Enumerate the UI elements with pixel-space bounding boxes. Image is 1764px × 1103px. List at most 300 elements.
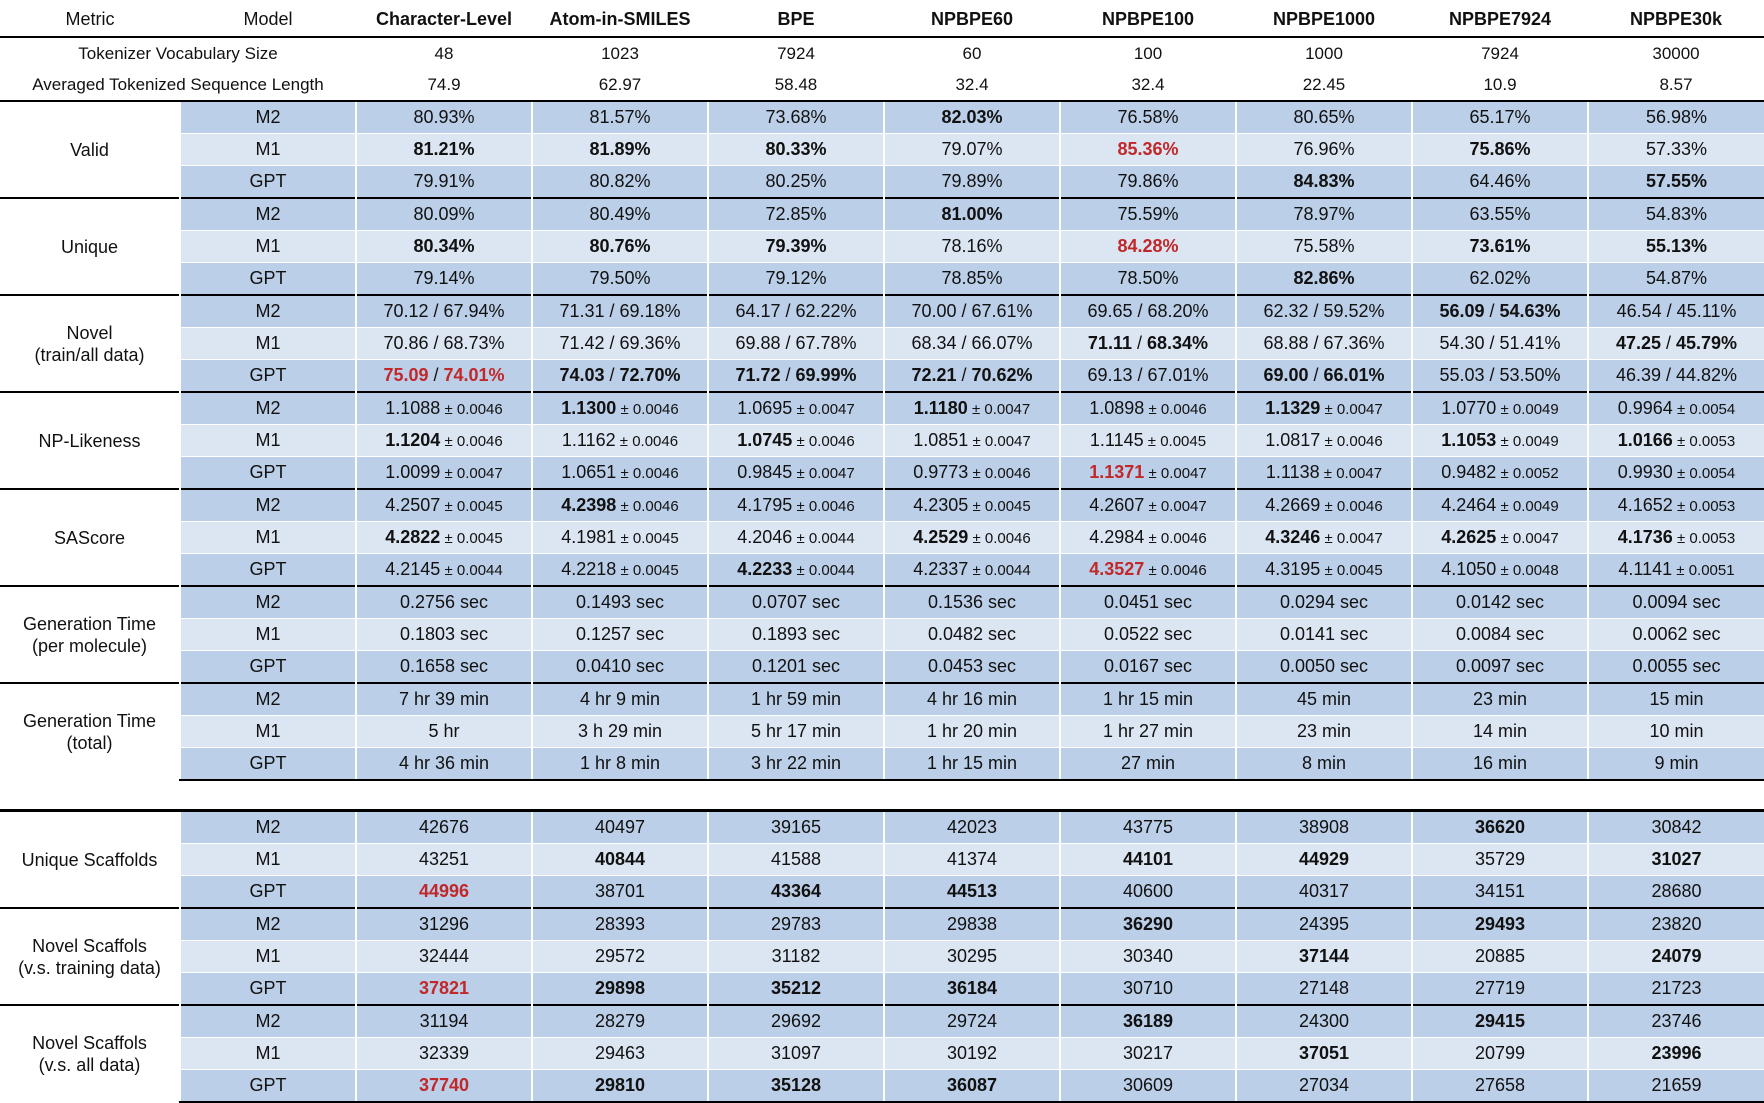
cell-value: 4.3195 bbox=[1265, 559, 1321, 579]
cell-value: 79.89% bbox=[941, 171, 1003, 191]
info-row bbox=[0, 37, 1764, 69]
table-cell bbox=[1236, 973, 1412, 1006]
cell-value: 31296 bbox=[418, 914, 470, 934]
cell-value: 38701 bbox=[594, 881, 646, 901]
cell-value: 79.86% bbox=[1117, 171, 1179, 191]
cell-value: 63.55% bbox=[1469, 204, 1531, 224]
table-cell bbox=[884, 360, 1060, 393]
cell-value-train: 69.00 bbox=[1263, 365, 1309, 385]
cell-value: 80.25% bbox=[765, 171, 827, 191]
table-cell bbox=[532, 908, 708, 941]
cell-value: 57.33% bbox=[1645, 139, 1708, 159]
cell-error: ± 0.0045 bbox=[616, 530, 679, 547]
cell-value: 0.1803 sec bbox=[399, 624, 489, 644]
cell-value: 29463 bbox=[594, 1043, 646, 1063]
model-label: M2 bbox=[180, 295, 356, 328]
cell-value: 0.0142 sec bbox=[1455, 592, 1545, 612]
model-label: GPT bbox=[180, 651, 356, 684]
table-cell bbox=[532, 1005, 708, 1038]
table-cell bbox=[532, 683, 708, 716]
table-cell bbox=[884, 392, 1060, 425]
cell-separator: / bbox=[428, 333, 444, 353]
cell-value: 1 hr 27 min bbox=[1102, 721, 1194, 741]
table-cell bbox=[708, 619, 884, 651]
table-row bbox=[0, 231, 1764, 263]
table-cell bbox=[1060, 651, 1236, 684]
table-cell bbox=[532, 844, 708, 876]
cell-value: 4 hr 9 min bbox=[579, 689, 661, 709]
cell-value-all: 69.36% bbox=[619, 333, 681, 353]
table-cell bbox=[356, 876, 532, 909]
metric-label-line: Valid bbox=[70, 139, 109, 160]
cell-error: ± 0.0051 bbox=[1672, 562, 1735, 579]
metric-label bbox=[0, 392, 180, 489]
cell-value-all: 51.41% bbox=[1499, 333, 1561, 353]
table-row bbox=[0, 586, 1764, 619]
cell-value: 4.1141 bbox=[1618, 559, 1673, 579]
table-cell bbox=[1588, 101, 1764, 134]
table-cell bbox=[356, 683, 532, 716]
table-cell bbox=[1060, 716, 1236, 748]
table-cell bbox=[1588, 811, 1764, 844]
cell-value: 5 hr bbox=[428, 721, 460, 741]
table-cell bbox=[1236, 876, 1412, 909]
table-cell bbox=[884, 619, 1060, 651]
cell-value: 54.83% bbox=[1645, 204, 1708, 224]
cell-value: 56.98% bbox=[1645, 107, 1708, 127]
cell-error: ± 0.0047 bbox=[1320, 530, 1383, 547]
cell-value: 1.1329 bbox=[1265, 398, 1321, 418]
cell-value: 1.0099 bbox=[385, 462, 441, 482]
cell-value: 75.59% bbox=[1117, 204, 1179, 224]
table-cell bbox=[1412, 328, 1588, 360]
table-cell bbox=[1060, 683, 1236, 716]
model-label: M2 bbox=[180, 392, 356, 425]
cell-error: ± 0.0045 bbox=[616, 562, 679, 579]
table-cell bbox=[1060, 941, 1236, 973]
table-cell bbox=[1588, 231, 1764, 263]
model-label: GPT bbox=[180, 876, 356, 909]
table-cell bbox=[1412, 1070, 1588, 1103]
table-cell bbox=[1060, 1070, 1236, 1103]
header-bpe: BPE bbox=[777, 8, 815, 29]
cell-error: ± 0.0046 bbox=[968, 530, 1031, 547]
table-row bbox=[0, 522, 1764, 554]
cell-value: 79.12% bbox=[765, 268, 827, 288]
cell-value: 1.0166 bbox=[1617, 430, 1673, 450]
table-cell bbox=[356, 263, 532, 296]
cell-value-train: 74.03 bbox=[559, 365, 605, 385]
info-cell: 1023 bbox=[532, 37, 708, 69]
table-cell bbox=[1060, 973, 1236, 1006]
cell-value: 80.34% bbox=[413, 236, 475, 256]
cell-value: 34151 bbox=[1474, 881, 1526, 901]
cell-value: 4.2669 bbox=[1265, 495, 1321, 515]
table-cell bbox=[1412, 908, 1588, 941]
cell-value: 29810 bbox=[594, 1075, 646, 1095]
cell-value: 1 hr 15 min bbox=[1102, 689, 1194, 709]
table-cell bbox=[1236, 1005, 1412, 1038]
cell-value: 0.0062 sec bbox=[1632, 624, 1721, 644]
cell-error: ± 0.0047 bbox=[440, 465, 503, 482]
metric-label bbox=[0, 198, 180, 295]
cell-value: 4.1652 bbox=[1617, 495, 1673, 515]
cell-value: 4.2145 bbox=[385, 559, 441, 579]
table-cell bbox=[708, 651, 884, 684]
cell-value: 36290 bbox=[1122, 914, 1174, 934]
cell-value: 0.0707 sec bbox=[751, 592, 841, 612]
cell-value-all: 67.61% bbox=[971, 301, 1033, 321]
table-cell bbox=[1236, 716, 1412, 748]
table-cell bbox=[1236, 134, 1412, 166]
cell-error: ± 0.0047 bbox=[792, 465, 855, 482]
info-cell: 32.4 bbox=[1131, 74, 1165, 94]
cell-value-train: 69.88 bbox=[735, 333, 781, 353]
cell-value-train: 70.00 bbox=[911, 301, 957, 321]
cell-value: 4.1736 bbox=[1617, 527, 1673, 547]
cell-value: 21659 bbox=[1651, 1075, 1702, 1095]
metric-label bbox=[0, 811, 180, 909]
cell-value-train: 68.34 bbox=[911, 333, 957, 353]
metric-label-line: (per molecule) bbox=[31, 635, 148, 656]
table-cell bbox=[1060, 748, 1236, 781]
metric-label-line: Novel bbox=[66, 322, 113, 343]
cell-value: 0.1658 sec bbox=[399, 656, 489, 676]
cell-value: 4.2464 bbox=[1441, 495, 1497, 515]
cell-value: 1.1300 bbox=[561, 398, 617, 418]
table-cell bbox=[1236, 198, 1412, 231]
table-cell bbox=[532, 328, 708, 360]
table-cell bbox=[356, 908, 532, 941]
table-cell bbox=[708, 263, 884, 296]
table-cell bbox=[1588, 360, 1764, 393]
table-cell bbox=[1236, 683, 1412, 716]
cell-value-all: 66.01% bbox=[1323, 365, 1385, 385]
table-cell bbox=[356, 425, 532, 457]
cell-error: ± 0.0046 bbox=[616, 465, 679, 482]
table-cell bbox=[708, 231, 884, 263]
header-npbpe100: NPBPE100 bbox=[1101, 8, 1195, 29]
table-cell bbox=[1588, 619, 1764, 651]
table-cell bbox=[884, 295, 1060, 328]
cell-value: 4.2507 bbox=[385, 495, 441, 515]
table-cell bbox=[1412, 941, 1588, 973]
cell-value: 24300 bbox=[1298, 1011, 1350, 1031]
cell-value: 30192 bbox=[946, 1043, 998, 1063]
info-cell: 100 bbox=[1060, 37, 1236, 69]
cell-value: 78.50% bbox=[1117, 268, 1179, 288]
table-cell bbox=[884, 748, 1060, 781]
metric-label-line: (v.s. all data) bbox=[38, 1055, 141, 1075]
table-cell bbox=[1060, 295, 1236, 328]
cell-value: 1.0695 bbox=[737, 398, 793, 418]
cell-value-all: 44.82% bbox=[1676, 365, 1738, 385]
table-row bbox=[0, 554, 1764, 587]
cell-value-train: 75.09 bbox=[383, 365, 429, 385]
table-cell bbox=[1236, 844, 1412, 876]
cell-value-all: 67.36% bbox=[1323, 333, 1385, 353]
model-label: M1 bbox=[180, 941, 356, 973]
cell-value: 57.55% bbox=[1645, 171, 1708, 191]
table-cell bbox=[532, 554, 708, 587]
table-cell bbox=[708, 522, 884, 554]
cell-value: 16 min bbox=[1472, 753, 1528, 773]
table-row bbox=[0, 328, 1764, 360]
table-cell bbox=[356, 522, 532, 554]
table-cell bbox=[1588, 973, 1764, 1006]
cell-value: 0.9964 bbox=[1617, 398, 1673, 418]
cell-value: 4.2305 bbox=[913, 495, 969, 515]
cell-separator: / bbox=[1132, 365, 1148, 385]
cell-error: ± 0.0047 bbox=[1144, 465, 1207, 482]
cell-value: 37821 bbox=[418, 978, 470, 998]
table-cell bbox=[532, 198, 708, 231]
cell-separator: / bbox=[956, 333, 972, 353]
model-label: M2 bbox=[180, 489, 356, 522]
table-cell bbox=[1060, 844, 1236, 876]
metric-label bbox=[0, 1005, 180, 1102]
cell-value: 30340 bbox=[1122, 946, 1174, 966]
cell-value: 31194 bbox=[419, 1011, 469, 1031]
table-row bbox=[0, 716, 1764, 748]
cell-value: 75.86% bbox=[1469, 139, 1531, 159]
model-label: GPT bbox=[180, 748, 356, 781]
table-row bbox=[0, 263, 1764, 296]
table-row bbox=[0, 876, 1764, 909]
cell-value: 15 min bbox=[1649, 689, 1704, 709]
table-cell bbox=[1060, 134, 1236, 166]
table-cell bbox=[532, 748, 708, 781]
cell-value: 1.1088 bbox=[385, 398, 441, 418]
table-row bbox=[0, 748, 1764, 781]
table-cell bbox=[532, 522, 708, 554]
cell-error: ± 0.0046 bbox=[792, 498, 855, 515]
table-cell bbox=[708, 392, 884, 425]
table-cell bbox=[1588, 876, 1764, 909]
table-cell bbox=[1412, 586, 1588, 619]
cell-value: 30609 bbox=[1122, 1075, 1174, 1095]
table-cell bbox=[1588, 198, 1764, 231]
cell-value: 79.91% bbox=[413, 171, 475, 191]
header-row bbox=[0, 2, 1764, 37]
table-cell bbox=[1060, 1005, 1236, 1038]
metric-label-line: (v.s. training data) bbox=[18, 957, 161, 978]
cell-value: 37144 bbox=[1298, 946, 1350, 966]
model-label: GPT bbox=[180, 166, 356, 199]
cell-value-train: 69.65 bbox=[1087, 301, 1133, 321]
table-cell bbox=[1588, 392, 1764, 425]
table-row bbox=[0, 489, 1764, 522]
table-cell bbox=[1412, 166, 1588, 199]
cell-value: 0.0410 sec bbox=[575, 656, 665, 676]
table-cell bbox=[884, 134, 1060, 166]
table-cell bbox=[1236, 328, 1412, 360]
cell-separator: / bbox=[780, 333, 796, 353]
header-npbpe7924: NPBPE7924 bbox=[1448, 8, 1552, 29]
metric-label-line: Unique Scaffolds bbox=[21, 849, 158, 870]
info-row-label: Averaged Tokenized Sequence Length bbox=[32, 74, 324, 94]
cell-value: 0.9930 bbox=[1617, 462, 1673, 482]
table-cell bbox=[1060, 619, 1236, 651]
cell-value: 32444 bbox=[418, 946, 470, 966]
cell-separator: / bbox=[604, 333, 620, 353]
table-cell bbox=[708, 489, 884, 522]
metric-label bbox=[0, 908, 180, 1005]
metric-label-line: NP-Likeness bbox=[38, 430, 141, 451]
cell-error: ± 0.0046 bbox=[615, 433, 679, 450]
table-cell bbox=[884, 1005, 1060, 1038]
cell-value: 35212 bbox=[770, 978, 822, 998]
table-cell bbox=[1412, 101, 1588, 134]
info-cell: 60 bbox=[884, 37, 1060, 69]
cell-value: 82.86% bbox=[1293, 268, 1355, 288]
metric-label-line: Novel Scaffols bbox=[32, 1033, 147, 1053]
table-cell bbox=[356, 360, 532, 393]
table-cell bbox=[532, 973, 708, 1006]
cell-value-all: 67.94% bbox=[443, 301, 505, 321]
cell-value: 37740 bbox=[418, 1075, 470, 1095]
table-cell bbox=[1060, 425, 1236, 457]
cell-value: 0.0482 sec bbox=[927, 624, 1017, 644]
table-cell bbox=[884, 586, 1060, 619]
cell-value: 1.0851 bbox=[913, 430, 969, 450]
table-cell bbox=[708, 1005, 884, 1038]
cell-value: 1.0898 bbox=[1089, 398, 1145, 418]
table-cell bbox=[708, 425, 884, 457]
cell-value: 27034 bbox=[1298, 1075, 1350, 1095]
cell-value: 29415 bbox=[1474, 1011, 1526, 1031]
info-cell: 74.9 bbox=[427, 74, 461, 94]
table-cell bbox=[1588, 683, 1764, 716]
cell-error: ± 0.0045 bbox=[440, 498, 503, 515]
table-cell bbox=[1412, 619, 1588, 651]
cell-value-all: 62.22% bbox=[795, 301, 857, 321]
table-cell bbox=[1588, 166, 1764, 199]
cell-separator: / bbox=[780, 301, 796, 321]
table-cell bbox=[708, 295, 884, 328]
table-row bbox=[0, 166, 1764, 199]
table-cell bbox=[1588, 1005, 1764, 1038]
table-cell bbox=[1236, 908, 1412, 941]
table-cell bbox=[356, 716, 532, 748]
table-cell bbox=[1060, 101, 1236, 134]
table-cell bbox=[1236, 522, 1412, 554]
model-label: M2 bbox=[180, 683, 356, 716]
cell-value: 73.61% bbox=[1469, 236, 1531, 256]
table-cell bbox=[1236, 263, 1412, 296]
table-cell bbox=[884, 651, 1060, 684]
cell-value: 7 hr 39 min bbox=[398, 689, 490, 709]
model-label: M1 bbox=[180, 522, 356, 554]
table-cell bbox=[356, 586, 532, 619]
cell-value: 35128 bbox=[770, 1075, 822, 1095]
cell-value: 1.1053 bbox=[1441, 430, 1497, 450]
table-row bbox=[0, 360, 1764, 393]
table-cell bbox=[1588, 1038, 1764, 1070]
table-cell bbox=[708, 1070, 884, 1103]
table-cell bbox=[1412, 392, 1588, 425]
table-cell bbox=[1412, 457, 1588, 490]
cell-value: 78.85% bbox=[941, 268, 1003, 288]
cell-value-train: 54.30 bbox=[1439, 333, 1485, 353]
cell-value: 1.1145 bbox=[1089, 430, 1144, 450]
cell-value-train: 46.39 bbox=[1615, 365, 1661, 385]
cell-value: 40600 bbox=[1122, 881, 1174, 901]
info-cell: 62.97 bbox=[598, 74, 642, 94]
metric-label-line: (train/all data) bbox=[34, 344, 145, 365]
cell-value: 73.68% bbox=[765, 107, 827, 127]
table-cell bbox=[884, 231, 1060, 263]
table-cell bbox=[1412, 134, 1588, 166]
cell-value: 36087 bbox=[946, 1075, 998, 1095]
cell-error: ± 0.0046 bbox=[792, 433, 855, 450]
cell-error: ± 0.0045 bbox=[1320, 562, 1383, 579]
table-row bbox=[0, 392, 1764, 425]
table-cell bbox=[1412, 844, 1588, 876]
spacer-cell bbox=[0, 780, 1764, 811]
table-cell bbox=[1588, 586, 1764, 619]
cell-value: 81.89% bbox=[589, 139, 651, 159]
table-cell bbox=[1588, 1070, 1764, 1103]
cell-error: ± 0.0049 bbox=[1496, 498, 1559, 515]
cell-value: 80.93% bbox=[413, 107, 475, 127]
cell-value: 42023 bbox=[946, 817, 998, 837]
cell-value: 29898 bbox=[594, 978, 646, 998]
cell-value: 4.3527 bbox=[1089, 559, 1145, 579]
metric-label bbox=[0, 295, 180, 392]
cell-value: 1.1180 bbox=[913, 398, 968, 418]
table-cell bbox=[1236, 425, 1412, 457]
info-cell: 1000 bbox=[1236, 37, 1412, 69]
table-cell bbox=[532, 101, 708, 134]
table-cell bbox=[1412, 716, 1588, 748]
table-cell bbox=[356, 101, 532, 134]
table-cell bbox=[1236, 295, 1412, 328]
cell-value: 0.0050 sec bbox=[1279, 656, 1369, 676]
cell-error: ± 0.0049 bbox=[1496, 433, 1559, 450]
cell-error: ± 0.0046 bbox=[968, 465, 1031, 482]
cell-value-all: 68.73% bbox=[443, 333, 505, 353]
cell-value-train: 62.32 bbox=[1263, 301, 1309, 321]
table-cell bbox=[884, 198, 1060, 231]
cell-value: 23 min bbox=[1472, 689, 1528, 709]
metric-label-line: SAScore bbox=[53, 527, 126, 548]
cell-error: ± 0.0045 bbox=[968, 498, 1031, 515]
table-cell bbox=[1060, 231, 1236, 263]
cell-value: 72.85% bbox=[765, 204, 827, 224]
cell-value: 37051 bbox=[1298, 1043, 1350, 1063]
info-row-label: Tokenizer Vocabulary Size bbox=[0, 37, 356, 69]
cell-value-train: 55.03 bbox=[1439, 365, 1485, 385]
model-label: M2 bbox=[180, 1005, 356, 1038]
cell-value-train: 56.09 bbox=[1439, 301, 1485, 321]
cell-value: 23 min bbox=[1296, 721, 1352, 741]
cell-value: 1.1371 bbox=[1089, 462, 1145, 482]
table-cell bbox=[1060, 586, 1236, 619]
info-cell: 30000 bbox=[1588, 37, 1764, 69]
table-cell bbox=[356, 1070, 532, 1103]
cell-value-all: 59.52% bbox=[1323, 301, 1385, 321]
cell-value: 79.07% bbox=[941, 139, 1003, 159]
table-row bbox=[0, 1038, 1764, 1070]
table-cell bbox=[1588, 844, 1764, 876]
table-cell bbox=[1060, 554, 1236, 587]
cell-separator: / bbox=[1484, 333, 1500, 353]
cell-value: 0.0084 sec bbox=[1455, 624, 1545, 644]
table-cell bbox=[884, 876, 1060, 909]
cell-value: 4.2337 bbox=[913, 559, 969, 579]
table-row bbox=[0, 1005, 1764, 1038]
